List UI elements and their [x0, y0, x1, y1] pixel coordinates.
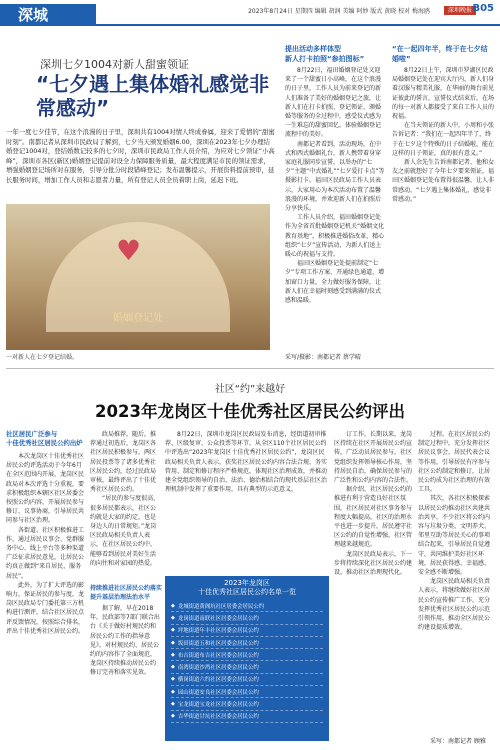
list-item: [171, 711, 323, 723]
paragraph: 据了解，早在2018年，民政部等7部门联合出台《关于做好村规民约和居民公约工作的指导意见》，对村规民约、居民公约的内容作了全面规范，龙岗区持续推动居民公约修订完善和落实见效。: [90, 605, 160, 677]
header-rule: [0, 24, 500, 26]
list-item-label: 坪地街道年丰社区居委会居民公约: [177, 628, 259, 635]
bullet-icon: ◆: [171, 651, 175, 658]
story2-column-a: [6, 452, 84, 742]
list-item: [171, 612, 323, 624]
list-item-label: 横岗街道六约社区居委会居民公约: [177, 677, 259, 684]
bullet-icon: ◆: [171, 676, 175, 683]
story1-subhead-c: “在一起四年半，终于在七夕结婚啦”: [392, 45, 488, 63]
list-item-label: 宝龙街道宝龙社区居委会居民公约: [177, 702, 259, 709]
paragraph: 本次龙岗区十佳优秀社区居民公约评选活动于今年6月在全区范围内开展，龙岗区民政局对本次评选十分重视，要求积极组织本辖区社区居委会按照公约内容，开展居民参与修订、议事协商，引导居民共同参与社区治理。: [6, 453, 84, 525]
story2-column-d: [334, 430, 412, 742]
paragraph: 龙岗区民政局相关负责人表示，将继续做好社区居民公约宣传推广工作，充分发挥优秀社区居民公约示范引领作用，推动全区居民公约建设提质增效。: [418, 578, 491, 632]
photo-caption: 一对新人在七夕登记结婚。: [6, 354, 79, 361]
list-item: [171, 686, 323, 698]
paragraph: 据介绍，社区居民公约的推进有利于营造良好社区氛围，社区居民对社区事务参与程度大幅提高，社区的治理水平也进一步提升，居民遵守社区公约的自觉性增强，社区管理越来越规范。: [334, 486, 412, 549]
bullet-icon: ◆: [171, 701, 175, 708]
list-item-label: 园山街道安良社区居委会居民公约: [177, 689, 259, 696]
story1-subhead-b: 提出活动多样体型 新人打卡拍照“参拍图标”: [285, 45, 365, 63]
paragraph: 过程。在社区居民公约制定过程中，充分发挥社区居民议事会、居民代表会议等作用，引导居民有序参与社区公约制定和修订，让居民公约成为社区治理的有效工具。: [418, 431, 491, 494]
paragraph: 政局推荐，随后，推荐通过初选后，龙岗区各社区居民积极参与，两区居民投票等了诸多优秀社区居民公约，经过民政局审核，最终评出了十佳优秀社区居民公约。: [90, 431, 157, 494]
story2-column-e: [418, 430, 494, 732]
header-info: 2023年8月24日 星期四 编辑 胡润 美编 阿妙 版式 黄晓 校对 梅海鸥: [248, 8, 430, 15]
photo-sign: 婚姻登记处: [113, 313, 163, 324]
paragraph: 新人余先生告诉南都记者，他和女友之前就想好了今年七夕要来领证，福田区婚姻登记处布置得很温馨，让人非常感动，“七夕遇上集体婚礼，感觉非常感动。”: [392, 159, 494, 203]
list-item: [171, 674, 323, 686]
story1-headline: “七夕遇上集体婚礼感觉非常感动”: [36, 72, 270, 120]
section-tab: 深城: [0, 4, 96, 26]
paragraph: 工作人员介绍，福田婚姻登记处作为全省首批婚姻登记机关“婚姻文化教育基地”，积极推进婚俗改革，精心组织“七夕”宣传活动，为新人们送上暖心的祝福与支持。: [285, 214, 385, 259]
paragraph: 龙岗区民政局表示，下一步将持续深化社区居民公约建设，推动社区治理现代化。: [334, 550, 412, 577]
story2-byline: 采写：南都记者 顾雅: [430, 738, 486, 745]
paragraph: 8月22日，福田婚姻登记处又迎来了一个甜蜜日小高峰，在这个浪漫的日子里，工作人员为前来登记的新人们准备了美好的婚姻登记之旅，让新人们在打卡拍照、登记领证、颁婚婚等服务的全过程中，感受仪式感为一生难忘的甜蜜回忆。体验婚姻登记流程中的美好。: [285, 67, 382, 139]
list-item: [171, 649, 323, 661]
wedding-photo: [6, 204, 270, 350]
story1-lead: 一年一度七夕佳节，在这个浪漫的日子里，深圳共有1004对情人终成眷属，迎来了爱情的“甜蜜时刻”。南都记者从深圳市民政局了解到，七夕当天颁发婚姻6.00，深圳在2023年七夕办理结婚登记1004对，登结婚数记较多的七夕时，深圳市民政局工作人员介绍，为应对七夕领证“小高峰”，深圳市各区(新区)婚姻登记提前对设全力保障服务质量，最大程度满足市民的领证需求，增强婚姻登记场所对在服务，引导分批分时段错峰登记；发布温馨提示，开展资料提前预审，延长服务时间，增加工作人员和志愿者力量，所有登记人员全员着职上岗，延迟下班。: [6, 128, 275, 184]
bullet-icon: ◆: [171, 639, 175, 646]
bullet-icon: ◆: [171, 614, 175, 621]
award-list-box: [165, 576, 329, 741]
bullet-icon: ◆: [171, 602, 175, 609]
story2-column-b2: [90, 604, 160, 742]
list-item: [171, 661, 323, 673]
award-list: [171, 600, 323, 723]
list-item-label: 龙岗街道南联社区居委会居民公约: [177, 615, 259, 622]
page-header: [0, 0, 500, 26]
story2-column-c: [165, 430, 329, 572]
paragraph: 各街道、社区积极推进工作，通过居民议事会、党群服务中心、线上平台等多种渠道广泛征求居民意见，让居民公约真正做到“来自居民、服务居民”。: [6, 526, 84, 580]
list-item-label: 吉华街道甘坑社区居委会居民公约: [177, 714, 259, 721]
story2-subhead-a: 社区居民广泛参与 十佳优秀社区居民公约出炉: [6, 430, 83, 447]
paragraph: 8月22日上午，深圳市罗湖区民政局婚姻登记处在迎宾大厅内，新人们身着汉服与精美礼服，在华丽的舞台前见证彼此的誓言，宣誓仪式结束后，在场的每一对新人都接受了来自工作人员的祝福。: [392, 67, 494, 121]
page-number: B05: [472, 3, 494, 14]
paragraph: 其次，各社区积极探索以居民公约推动社区共建共治共享，不少社区将公约内容与垃圾分类、文明养犬、邻里互助等居民关心的事项结合起来，引导居民自觉遵守，共同维护美好社区环境，居民获得感、幸福感、安全感不断增强。: [418, 495, 491, 577]
bullet-icon: ◆: [171, 627, 175, 634]
story1-kicker: 深圳七夕1004对新人甜蜜领证: [40, 58, 189, 71]
story2-subhead-b: 持续推进社区居民公约落实 提升基层治理法治水平: [90, 585, 163, 601]
bullet-icon: ◆: [171, 664, 175, 671]
paragraph: “居民的参与度很高，很多居民都表示，社区公约就是大家的约定，也是身边人的日常规矩。”龙岗区民政局相关负责人表示，在社区居民公约中，能够看到居民对美好生活的向往和对家园的热爱。: [90, 495, 160, 567]
story2-kicker: 社区“约”来越好: [214, 384, 286, 395]
list-item: [171, 600, 323, 612]
paragraph: 8月22日，深圳市龙岗区民政局发布消息，经街道初审推荐、区级复审、公众投票等环节，从全区110个社区居民公约中评选出“2023年龙岗区十佳优秀社区居民公约”，龙岗区民政局相关负责人表示，获奖社区居民公约内容合法合规、务实管用、制定和修订程序严格规范，体现社区治理成效，并推动建全党组织领导的自治、法治、德治相结合的现代基层社区治理机制中发挥了重要作用，具有典型的示范意义。: [165, 431, 328, 494]
header-badge: 深圳晚报: [444, 6, 476, 15]
list-item-label: 坂田街道五和社区居委会居民公约: [177, 640, 259, 647]
paragraph: 此外，为了扩大评选的影响力，保证居民的参与度，龙岗区民政局专门委托第三方机构进行测评，结合社区居民点评反馈情况，按照综合排名，评出十佳优秀社区居民公约。: [6, 581, 84, 635]
list-item: [171, 698, 323, 710]
bullet-icon: ◆: [171, 713, 175, 720]
story1-column-c: [392, 66, 494, 344]
list-item-label: 南湾街道沙湾社区居委会居民公约: [177, 665, 259, 672]
paragraph: 福田区婚姻登记处提前制定“七夕”专项工作方案，开通绿色通道，增加窗口力量，全力做好服务保障，让新人们在幸福时刻感受到满满的仪式感和温暖。: [285, 260, 385, 305]
story2-headline: 2023年龙岗区十佳优秀社区居民公约评出: [95, 402, 405, 421]
paragraph: 在当天领证的新人中，小周和小张告诉记者：“我们在一起四年半了，终于在七夕这个特殊的日子结婚啦，能在这样的日子领证，真的很有意义。”: [392, 122, 494, 157]
story1-byline: 采写/摄影：南都记者 蔡学晴: [285, 354, 361, 361]
bullet-icon: ◆: [171, 688, 175, 695]
heart-icon: ♥: [116, 234, 142, 267]
section-divider: [6, 368, 494, 369]
paragraph: 南都记者看到，活动现场，在中式和西式婚姻礼台，新人携带着身穿家庭礼服同步宣誓，以举办的“七夕”主题“中式婚礼”“七夕爱打卡点”等摄影打卡。福田区民政局工作人员表示，大家用心为本次活动布置了温馨浪漫的环境，并欢迎新人们在拍照后分享快乐。: [285, 140, 385, 213]
award-list-title: 2023年龙岗区 十佳优秀社区居民公约名单一览: [198, 579, 296, 596]
story2-column-b: [90, 430, 160, 580]
list-item: [171, 625, 323, 637]
story1-column-b: [285, 66, 385, 344]
list-item-label: 龙城街道黄阁坑社区居委会居民公约: [177, 603, 265, 610]
list-item: [171, 637, 323, 649]
paragraph: 订工作，长期以来，龙岗区持续在社区开展居民公约宣传，广泛动员居民参与，社区党组织发挥领导核心作用，坚持居民自治，确保居民参与的广泛性和公约内容的合法性。: [334, 431, 412, 485]
list-item-label: 布吉街道布吉社区居委会居民公约: [177, 652, 259, 659]
